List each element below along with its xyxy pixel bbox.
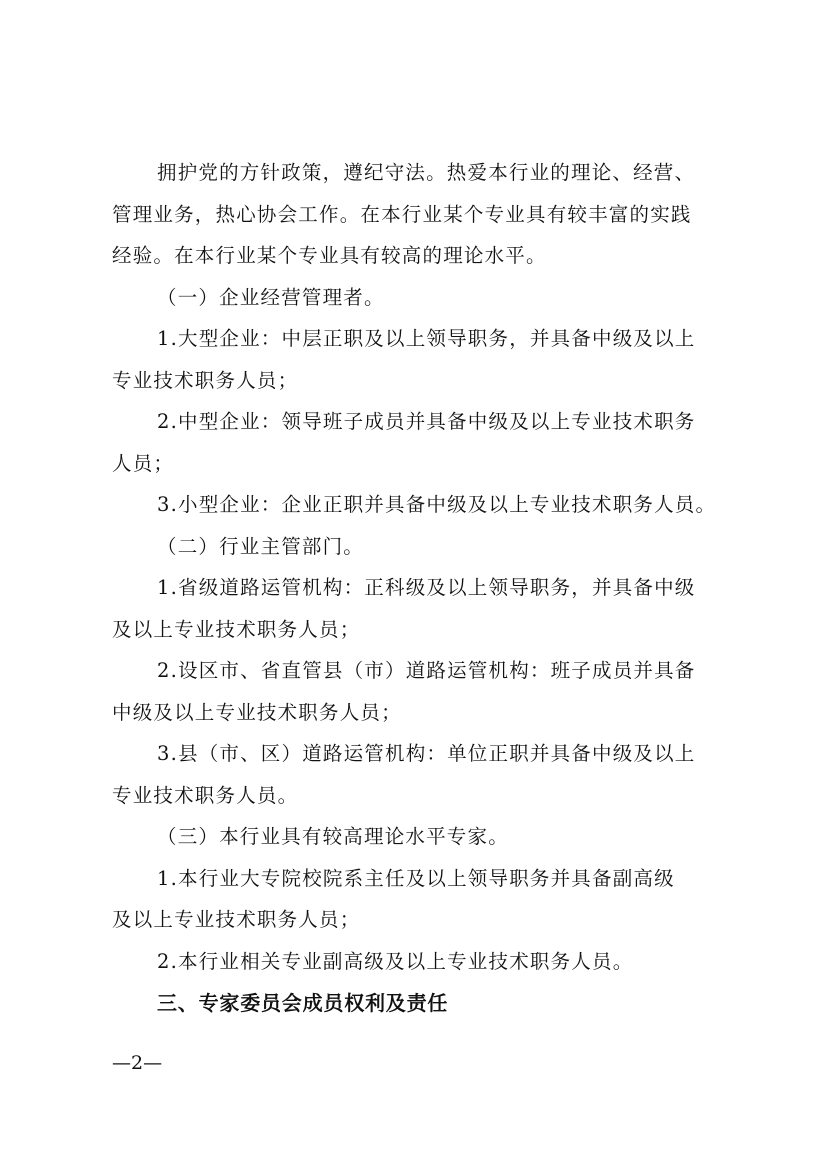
paragraph-line: 2.设区市、省直管县（市）道路运管机构：班子成员并具备 [157, 659, 696, 682]
subsection-title: （一）企业经营管理者。 [157, 286, 385, 309]
paragraph-line: 经验。在本行业某个专业具有较高的理论水平。 [112, 244, 547, 267]
subsection-title: （二）行业主管部门。 [157, 535, 365, 558]
paragraph-line: 2.本行业相关专业副高级及以上专业技术职务人员。 [157, 950, 634, 973]
page-number: —2— [112, 1052, 163, 1074]
paragraph-line: 3.小型企业：企业正职并具备中级及以上专业技术职务人员。 [157, 493, 717, 516]
paragraph-line: 专业技术职务人员； [112, 369, 299, 392]
subsection-title: （三）本行业具有较高理论水平专家。 [157, 825, 509, 848]
paragraph-line: 及以上专业技术职务人员； [112, 908, 361, 931]
paragraph-line: 3.县（市、区）道路运管机构：单位正职并具备中级及以上 [157, 742, 696, 765]
section-heading: 三、专家委员会成员权利及责任 [157, 991, 449, 1015]
paragraph-line: 专业技术职务人员。 [112, 784, 299, 807]
paragraph-line: 人员； [112, 452, 175, 475]
paragraph-line: 管理业务，热心协会工作。在本行业某个专业具有较丰富的实践 [112, 203, 692, 226]
paragraph-line: 及以上专业技术职务人员； [112, 618, 361, 641]
paragraph-line: 1.省级道路运管机构：正科级及以上领导职务，并具备中级 [157, 576, 696, 599]
paragraph-line: 1.大型企业：中层正职及以上领导职务，并具备中级及以上 [157, 327, 696, 350]
paragraph-line: 2.中型企业：领导班子成员并具备中级及以上专业技术职务 [157, 410, 696, 433]
paragraph-line: 中级及以上专业技术职务人员； [112, 701, 402, 724]
paragraph-line: 1.本行业大专院校院系主任及以上领导职务并具备副高级 [157, 867, 675, 890]
paragraph-line: 拥护党的方针政策，遵纪守法。热爱本行业的理论、经营、 [157, 161, 696, 184]
